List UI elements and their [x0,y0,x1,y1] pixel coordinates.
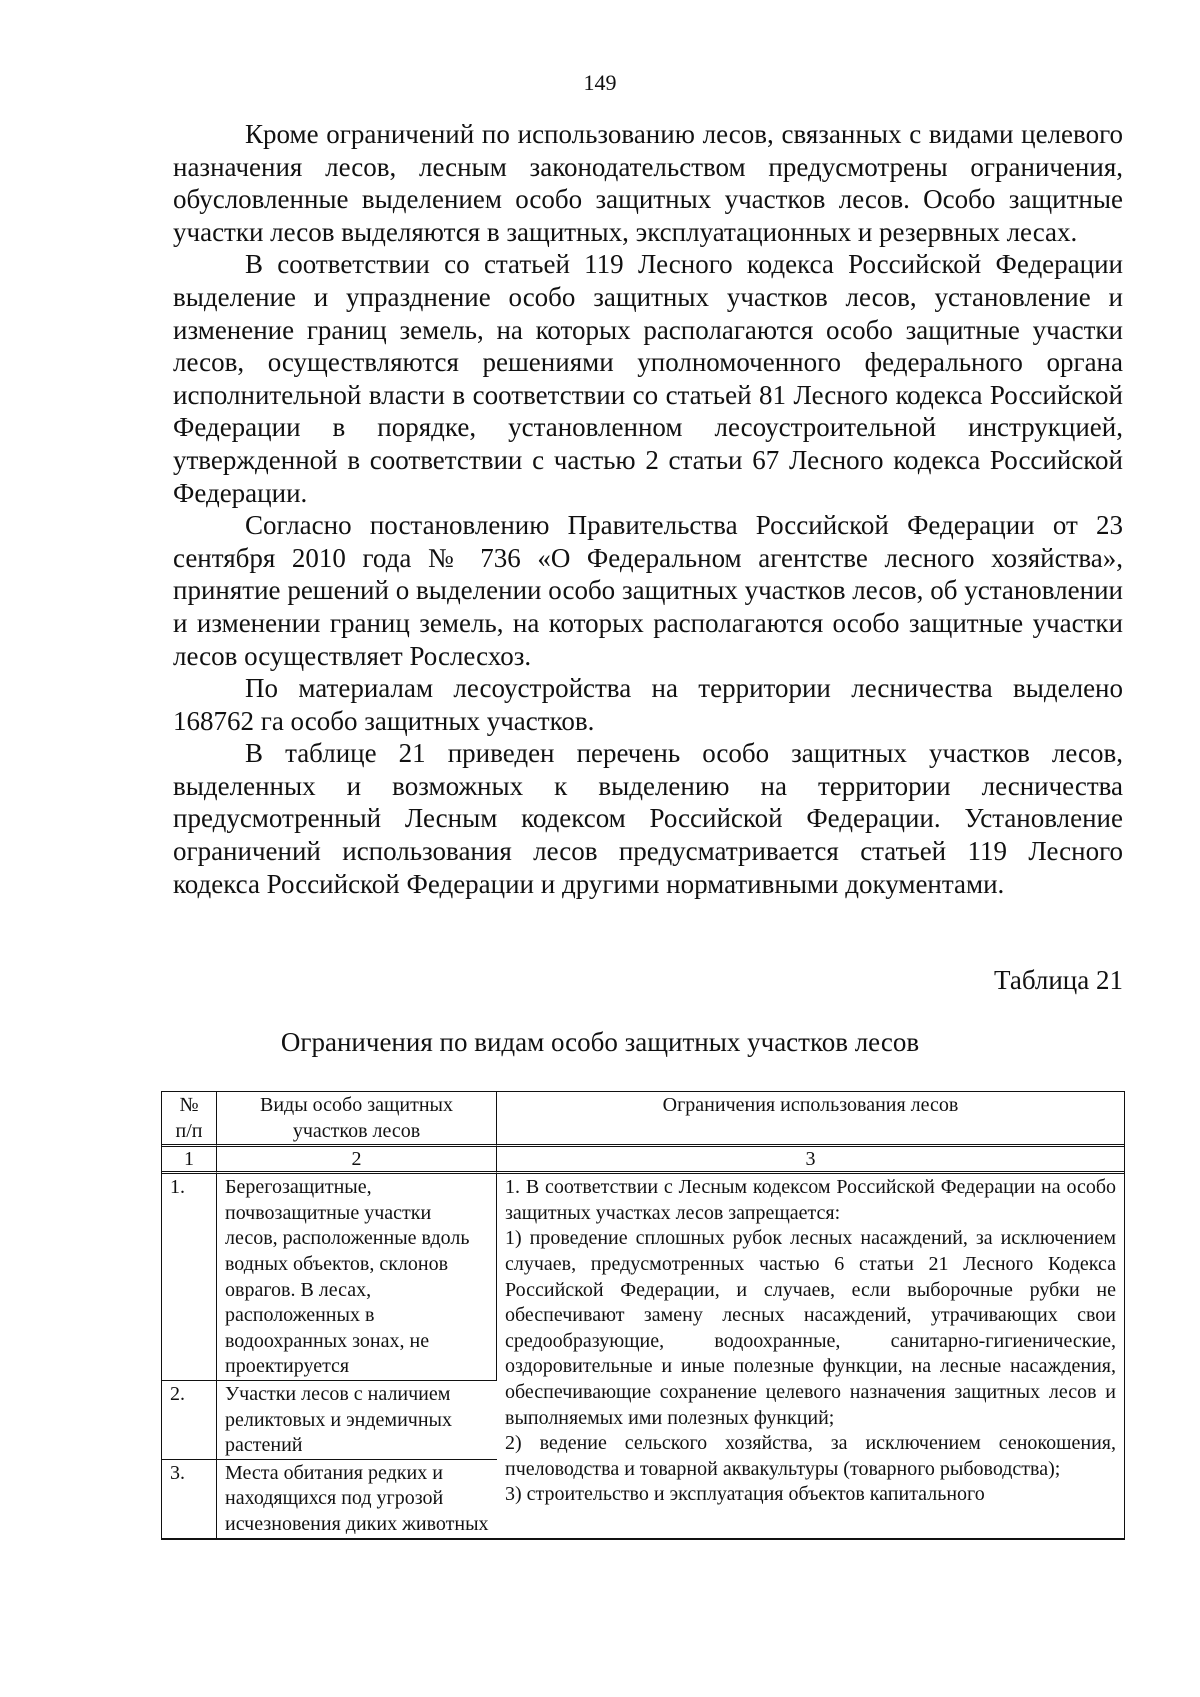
restriction-item: 2) ведение сельского хозяйства, за исключением сенокошения, пчеловодства и товарной аквакультуры (товарного рыбоводства); [505,1432,1116,1480]
paragraph-2: В соответствии со статьей 119 Лесного кодекса Российской Федерации выделение и упразднение особо защитных участков лесов, установление и изменение границ земель, на которых располагаются особо защитные участки лесов, осуществляются решениями уполномоченного федерального органа исполнительной власти в соответствии со статьей 81 Лесного кодекса Российской Федерации в порядке, установленном лесоустроительной инструкцией, утвержденной в соответствии с частью 2 статьи 67 Лесного кодекса Российской Федерации. [173,249,1123,508]
table-index-row [162,1147,1124,1174]
row-number: 3. [162,1460,217,1539]
column-index-1: 1 [162,1147,217,1174]
row-number: 2. [162,1381,217,1460]
table-row [162,1174,1124,1381]
page-number: 149 [583,70,617,95]
paragraph-5: В таблице 21 приведен перечень особо защитных участков лесов, выделенных и возможных к выделению на территории лесничества предусмотренный Лесным кодексом Российской Федерации. Установление ограничений использования лесов предусматривается статьей 119 Лесного кодекса Российской Федерации и другими нормативными документами. [173,738,1123,899]
body-text [173,118,1123,900]
header-kind: Виды особо защитных участков лесов [217,1092,497,1147]
header-num: № п/п [162,1092,217,1147]
restrictions-table-wrap [161,1091,1125,1540]
row-number: 1. [162,1174,217,1381]
column-index-3: 3 [497,1147,1124,1174]
row-kind: Берегозащитные, почвозащитные участки лесов, расположенные вдоль водных объектов, склонов оврагов. В лесах, расположенных в водоохранных зонах, не проектируется [217,1174,497,1381]
table-header-row [162,1092,1124,1147]
header-restrictions: Ограничения использования лесов [497,1092,1124,1147]
row-kind: Места обитания редких и находящихся под угрозой исчезновения диких животных [217,1460,497,1539]
table-label: Таблица 21 [994,965,1123,995]
paragraph-1: Кроме ограничений по использованию лесов, связанных с видами целевого назначения лесов, лесным законодательством предусмотрены ограничения, обусловленные выделением особо защитных участков лесов. Особо защитные участки лесов выделяются в защитных, эксплуатационных и резервных лесах. [173,119,1123,247]
restriction-item: 1. В соответствии с Лесным кодексом Российской Федерации на особо защитных участках лесов запрещается: [505,1176,1116,1224]
paragraph-3: Согласно постановлению Правительства Российской Федерации от 23 сентября 2010 года № 736 «О Федеральном агентстве лесного хозяйства», принятие решений о выделении особо защитных участков лесов, об установлении и изменении границ земель, на которых располагаются особо защитные участки лесов осуществляет Рослесхоз. [173,510,1123,671]
column-index-2: 2 [217,1147,497,1174]
restriction-item: 1) проведение сплошных рубок лесных насаждений, за исключением случаев, предусмотренных частью 6 статьи 21 Лесного Кодекса Российской Федерации, и случаев, если выборочные рубки не обеспечивают замену лесных насаждений, утрачивающих свои средообразующие, водоохранные, санитарно-гигиенические, оздоровительные и иные полезные функции, на лесные насаждения, обеспечивающие сохранение целевого назначения защитных лесов и выполняемых ими полезных функций; [505,1227,1116,1429]
restrictions-table [161,1091,1125,1540]
restrictions-cell [497,1174,1124,1538]
row-kind: Участки лесов с наличием реликтовых и эндемичных растений [217,1381,497,1460]
restriction-item: 3) строительство и эксплуатация объектов капитального [505,1483,985,1506]
paragraph-4: По материалам лесоустройства на территории лесничества выделено 168762 га особо защитных участков. [173,673,1123,736]
table-title: Ограничения по видам особо защитных участков лесов [280,1027,920,1057]
